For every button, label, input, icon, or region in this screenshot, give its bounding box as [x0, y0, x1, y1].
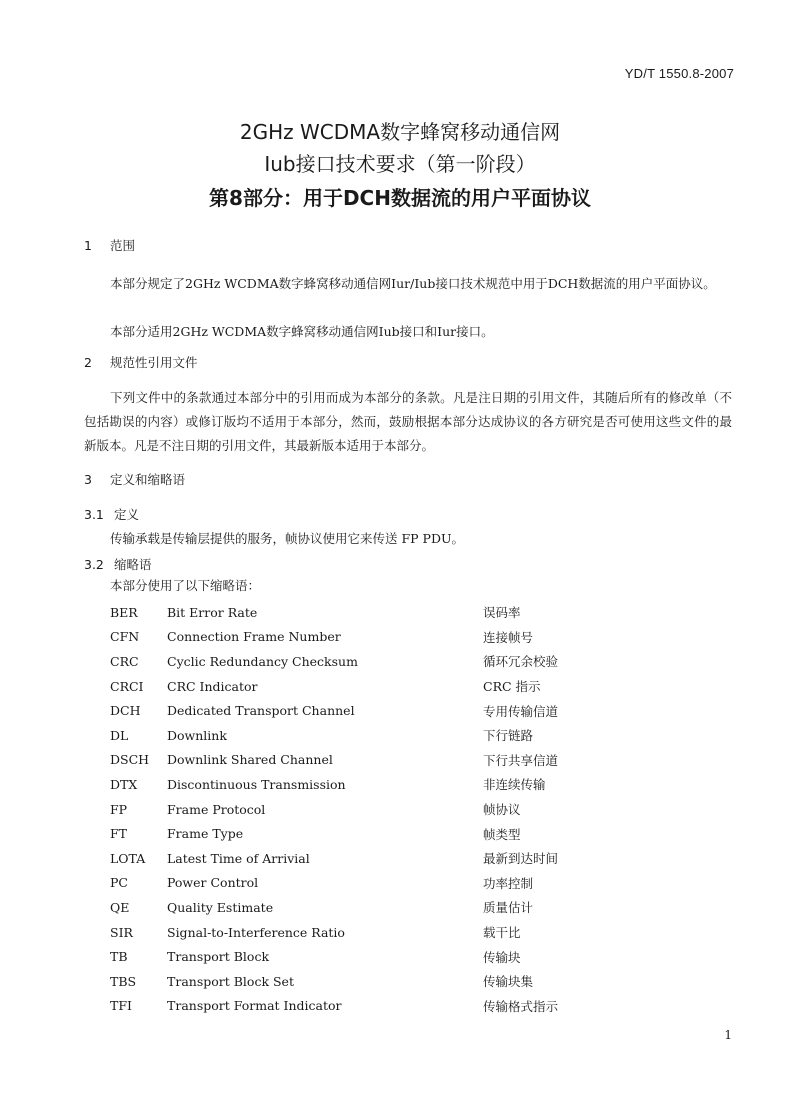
abbreviation-chinese: 下行共享信道: [483, 752, 559, 768]
abbreviation-english: Transport Block: [167, 949, 270, 965]
abbreviation-chinese: 载干比: [483, 925, 521, 941]
abbreviation-row: [110, 969, 730, 994]
section-number: 3.1: [84, 507, 104, 522]
title-line-2: Iub接口技术要求（第一阶段）: [264, 152, 536, 176]
abbreviation-code: PC: [110, 875, 128, 891]
abbreviation-english: Discontinuous Transmission: [167, 776, 346, 792]
abbreviation-english: Transport Format Indicator: [167, 998, 342, 1014]
standard-code: YD/T 1550.8-2007: [624, 66, 734, 81]
abbreviation-chinese: 帧类型: [483, 826, 521, 842]
section-3-1-paragraph: 传输承载是传输层提供的服务，帧协议使用它来传送 FP PDU。: [110, 531, 464, 546]
section-title: 定义: [114, 507, 140, 522]
abbreviation-code: DSCH: [110, 752, 150, 768]
section-3-heading: [84, 470, 185, 488]
abbreviation-chinese: 最新到达时间: [483, 851, 559, 867]
abbreviation-row: [110, 920, 730, 945]
section-3-1-heading: [84, 505, 139, 523]
abbreviation-english: Transport Block Set: [167, 973, 294, 989]
abbreviation-english: Signal-to-Interference Ratio: [167, 924, 345, 940]
abbreviation-code: QE: [110, 899, 130, 915]
abbreviation-english: Downlink Shared Channel: [167, 752, 333, 768]
abbreviation-code: DL: [110, 727, 129, 743]
abbreviation-code: TB: [110, 949, 128, 965]
abbreviation-code: FT: [110, 826, 128, 842]
section-title: 范围: [110, 238, 136, 253]
abbreviation-chinese: 功率控制: [483, 875, 534, 891]
abbreviation-chinese: 传输格式指示: [483, 998, 559, 1014]
abbreviation-english: Connection Frame Number: [167, 629, 341, 645]
section-3-2-intro: 本部分使用了以下缩略语：: [110, 578, 261, 593]
abbreviation-code: BER: [110, 604, 138, 620]
abbreviation-row: [110, 895, 730, 920]
section-title: 规范性引用文件: [110, 355, 198, 370]
section-1-paragraph-2: 本部分适用2GHz WCDMA数字蜂窝移动通信网Iub接口和Iur接口。: [110, 324, 494, 339]
abbreviation-code: SIR: [110, 924, 133, 940]
abbreviation-english: Downlink: [167, 727, 227, 743]
abbreviation-row: [110, 994, 730, 1019]
abbreviation-chinese: 连接帧号: [483, 629, 534, 645]
section-number: 3: [84, 472, 92, 487]
abbreviation-english: Bit Error Rate: [167, 604, 258, 620]
abbreviation-row: [110, 723, 730, 748]
abbreviation-chinese: 非连续传输: [483, 777, 546, 793]
title-line-1: 2GHz WCDMA数字蜂窝移动通信网: [239, 120, 561, 144]
abbreviation-row: [110, 944, 730, 969]
abbreviation-row: [110, 625, 730, 650]
abbreviation-english: Latest Time of Arrivial: [167, 850, 310, 866]
abbreviation-row: [110, 821, 730, 846]
abbreviation-chinese: CRC 指示: [483, 679, 541, 695]
section-1-paragraph-1: 本部分规定了2GHz WCDMA数字蜂窝移动通信网Iur/Iub接口技术规范中用于DCH数据流的用户平面协议。: [110, 276, 716, 291]
abbreviation-english: Quality Estimate: [167, 899, 274, 915]
abbreviation-row: [110, 871, 730, 896]
abbreviation-row: [110, 674, 730, 699]
abbreviation-row: [110, 797, 730, 822]
section-2-heading: [84, 353, 198, 371]
section-title: 定义和缩略语: [110, 472, 186, 487]
abbreviation-row: [110, 600, 730, 625]
abbreviation-chinese: 传输块: [483, 949, 521, 965]
abbreviation-row: [110, 698, 730, 723]
abbreviation-chinese: 误码率: [483, 605, 521, 621]
abbreviation-chinese: 专用传输信道: [483, 703, 559, 719]
section-2-paragraph-1: 下列文件中的条款通过本部分中的引用而成为本部分的条款。凡是注日期的引用文件，其随后所有的修改单（不包括勘误的内容）或修订版均不适用于本部分，然而，鼓励根据本部分达成协议的各方研究是否可使用这些文件的最新版本。凡是不注日期的引用文件，其最新版本适用于本部分。: [84, 390, 732, 453]
abbreviation-chinese: 下行链路: [483, 728, 534, 744]
abbreviation-code: CRCI: [110, 678, 144, 694]
abbreviation-code: TFI: [110, 998, 132, 1014]
section-number: 1: [84, 238, 92, 253]
abbreviation-chinese: 质量估计: [483, 900, 534, 916]
abbreviation-english: Frame Type: [167, 826, 244, 842]
page-number: 1: [724, 1028, 732, 1042]
abbreviation-english: Dedicated Transport Channel: [167, 703, 355, 719]
title-line-3: 第8部分：用于DCH数据流的用户平面协议: [209, 186, 591, 210]
abbreviation-row: [110, 748, 730, 773]
section-1-heading: [84, 236, 135, 254]
abbreviation-code: TBS: [110, 973, 137, 989]
abbreviation-code: DTX: [110, 776, 138, 792]
section-3-2-heading: [84, 555, 152, 573]
section-number: 3.2: [84, 557, 104, 572]
abbreviation-code: CRC: [110, 653, 139, 669]
abbreviation-row: [110, 649, 730, 674]
abbreviation-english: Frame Protocol: [167, 801, 266, 817]
abbreviation-english: CRC Indicator: [167, 678, 258, 694]
abbreviation-chinese: 帧协议: [483, 802, 521, 818]
abbreviation-code: DCH: [110, 703, 141, 719]
abbreviation-chinese: 循环冗余校验: [483, 654, 559, 670]
abbreviation-code: FP: [110, 801, 128, 817]
abbreviation-code: LOTA: [110, 850, 146, 866]
abbreviation-chinese: 传输块集: [483, 974, 534, 990]
abbreviation-english: Power Control: [167, 875, 259, 891]
abbreviation-code: CFN: [110, 629, 140, 645]
section-number: 2: [84, 355, 92, 370]
abbreviation-list: [110, 600, 730, 1018]
abbreviation-row: [110, 772, 730, 797]
section-title: 缩略语: [114, 557, 152, 572]
abbreviation-english: Cyclic Redundancy Checksum: [167, 653, 358, 669]
abbreviation-row: [110, 846, 730, 871]
